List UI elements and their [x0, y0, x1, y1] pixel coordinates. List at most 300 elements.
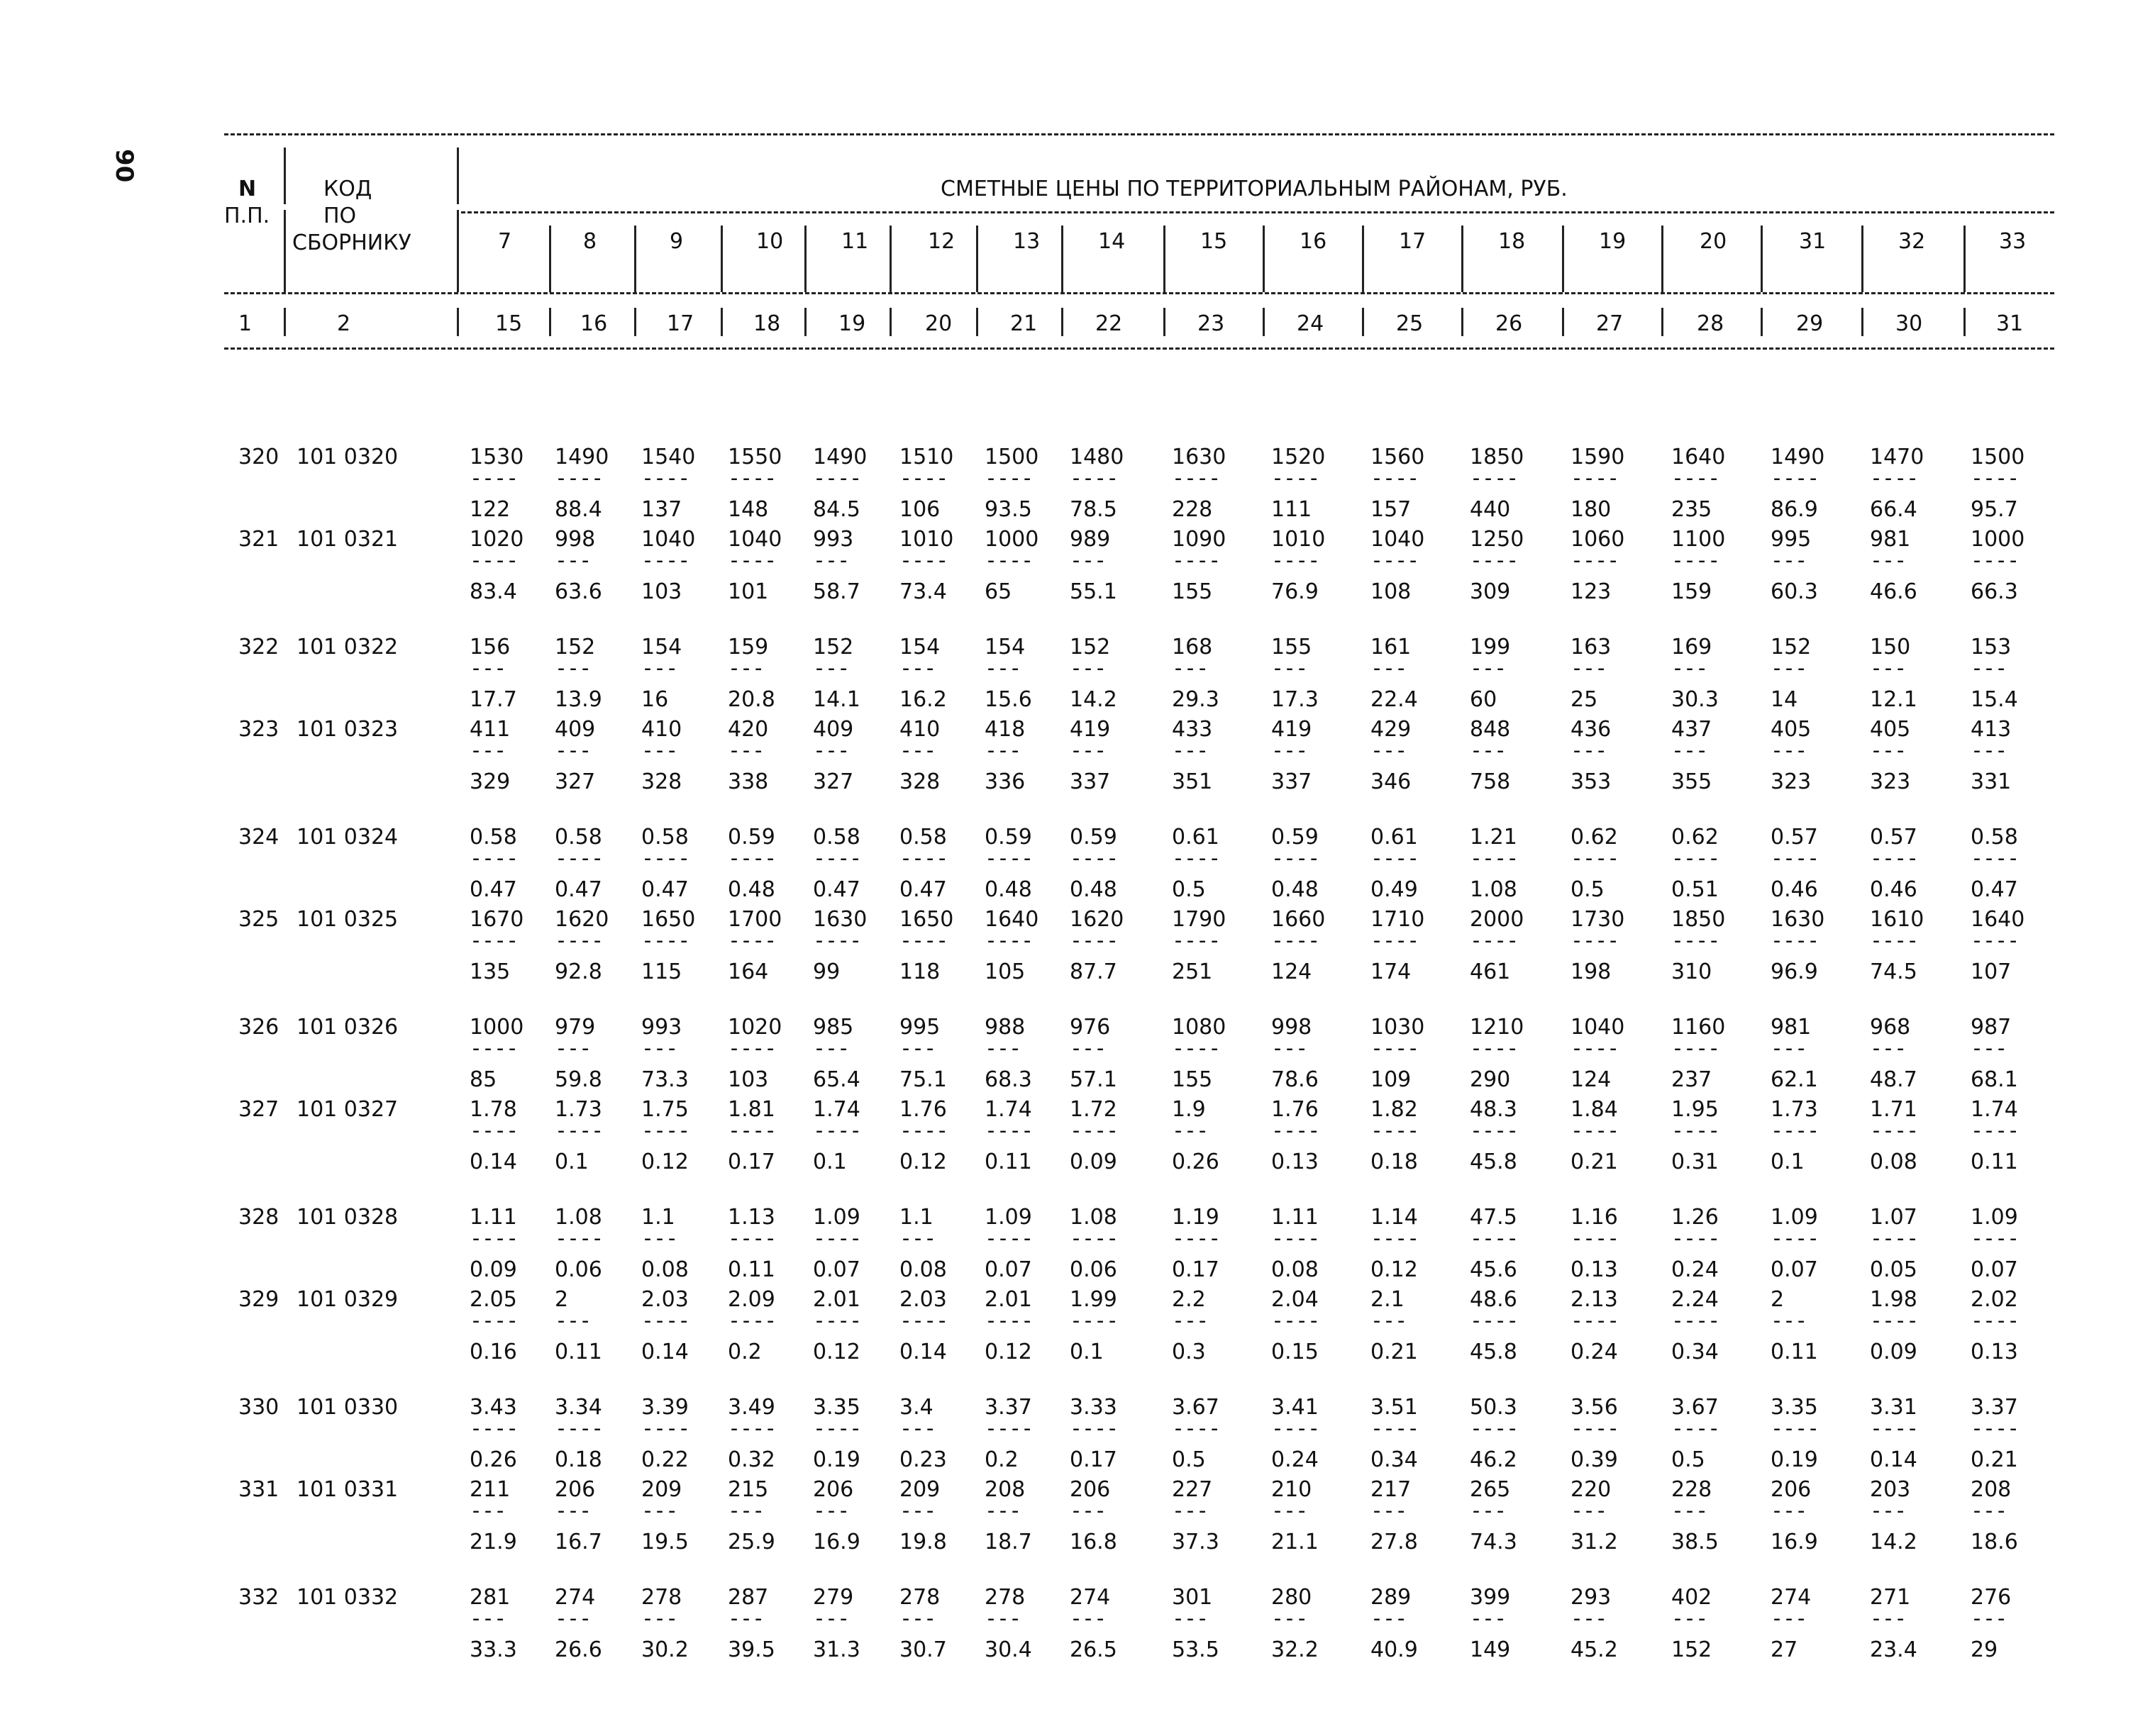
cell-top-value: 410: [899, 717, 941, 742]
fraction-bar: ---: [728, 1606, 765, 1631]
fraction-bar: ----: [1172, 548, 1221, 573]
cell-top-value: 293: [1570, 1585, 1612, 1610]
cell-bottom-value: 118: [899, 959, 941, 984]
header-vsep: [721, 308, 723, 336]
fraction-bar: ----: [985, 1118, 1034, 1143]
cell-bottom-value: 103: [641, 579, 682, 604]
fraction-bar: ---: [813, 548, 850, 573]
column-number: 31: [1996, 311, 2024, 336]
cell-top-value: 2.13: [1570, 1287, 1618, 1312]
cell-bottom-value: 65: [985, 579, 1012, 604]
header-vsep: [457, 148, 459, 204]
column-number: 29: [1796, 311, 1824, 336]
cell-bottom-value: 0.31: [1671, 1150, 1719, 1174]
cell-top-value: 3.4: [899, 1395, 934, 1420]
fraction-bar: ----: [1570, 1226, 1619, 1251]
fraction-bar: ---: [899, 738, 936, 763]
district-number: 31: [1799, 229, 1827, 254]
cell-bottom-value: 15.4: [1971, 687, 2018, 712]
cell-top-value: 3.33: [1070, 1395, 1117, 1420]
fraction-bar: ----: [1271, 466, 1320, 491]
fraction-bar: ----: [1470, 548, 1519, 573]
cell-top-value: 1030: [1370, 1015, 1425, 1040]
fraction-bar: ----: [1671, 548, 1720, 573]
header-vsep: [804, 308, 807, 336]
cell-top-value: 1.71: [1870, 1097, 1917, 1122]
header-vsep: [1562, 308, 1564, 336]
district-number: 9: [670, 229, 684, 254]
fraction-bar: ----: [1870, 466, 1919, 491]
fraction-bar: ----: [1870, 846, 1919, 871]
fraction-bar: ----: [899, 1308, 948, 1333]
cell-top-value: 206: [1771, 1477, 1812, 1502]
fraction-bar: ----: [1370, 1118, 1419, 1143]
cell-top-value: 289: [1370, 1585, 1412, 1610]
price-title: СМЕТНЫЕ ЦЕНЫ ПО ТЕРРИТОРИАЛЬНЫМ РАЙОНАМ, РУБ.: [941, 177, 1568, 201]
cell-top-value: 1.08: [555, 1205, 602, 1230]
row-number: 322: [238, 635, 279, 660]
fraction-bar: ---: [1870, 1036, 1907, 1061]
fraction-bar: ----: [899, 928, 948, 953]
fraction-bar: ---: [1971, 1498, 2007, 1523]
cell-top-value: 1.21: [1470, 825, 1517, 850]
cell-bottom-value: 45.6: [1470, 1257, 1517, 1282]
fraction-bar: ---: [728, 1498, 765, 1523]
fraction-bar: ---: [1771, 1308, 1807, 1333]
cell-top-value: 981: [1771, 1015, 1812, 1040]
code-label-sub2: СБОРНИКУ: [292, 230, 411, 255]
cell-bottom-value: 53.5: [1172, 1637, 1219, 1662]
cell-bottom-value: 16.9: [813, 1530, 860, 1554]
cell-top-value: 50.3: [1470, 1395, 1517, 1420]
cell-bottom-value: 323: [1870, 769, 1911, 794]
cell-bottom-value: 33.3: [470, 1637, 517, 1662]
cell-bottom-value: 0.3: [1172, 1340, 1206, 1364]
fraction-bar: ---: [1771, 738, 1807, 763]
cell-bottom-value: 0.09: [1070, 1150, 1117, 1174]
fraction-bar: ----: [1070, 1226, 1119, 1251]
cell-top-value: 1490: [1771, 445, 1825, 469]
cell-top-value: 0.62: [1570, 825, 1618, 850]
cell-bottom-value: 59.8: [555, 1067, 602, 1092]
fraction-bar: ----: [728, 1118, 777, 1143]
fraction-bar: ---: [1370, 1308, 1407, 1333]
col-num-code: 2: [337, 311, 351, 336]
row-number: 330: [238, 1395, 279, 1420]
cell-top-value: 1.16: [1570, 1205, 1618, 1230]
fraction-bar: ----: [1172, 1416, 1221, 1441]
cell-top-value: 2.05: [470, 1287, 517, 1312]
cell-top-value: 1640: [1671, 445, 1726, 469]
cell-top-value: 48.3: [1470, 1097, 1517, 1122]
cell-bottom-value: 0.06: [1070, 1257, 1117, 1282]
cell-top-value: 0.58: [470, 825, 517, 850]
cell-bottom-value: 30.7: [899, 1637, 947, 1662]
cell-top-value: 154: [899, 635, 941, 660]
cell-bottom-value: 48.7: [1870, 1067, 1917, 1092]
cell-top-value: 418: [985, 717, 1026, 742]
fraction-bar: ----: [1570, 548, 1619, 573]
cell-bottom-value: 31.2: [1570, 1530, 1618, 1554]
cell-bottom-value: 15.6: [985, 687, 1032, 712]
cell-top-value: 1490: [813, 445, 868, 469]
cell-bottom-value: 159: [1671, 579, 1712, 604]
header-rule-title: [461, 211, 2054, 213]
fraction-bar: ----: [1570, 1118, 1619, 1143]
district-number: 32: [1898, 229, 1926, 254]
cell-bottom-value: 55.1: [1070, 579, 1117, 604]
cell-bottom-value: 148: [728, 497, 769, 522]
fraction-bar: ---: [1271, 1498, 1308, 1523]
fraction-bar: ----: [470, 846, 519, 871]
cell-bottom-value: 0.13: [1271, 1150, 1319, 1174]
fraction-bar: ----: [641, 928, 690, 953]
fraction-bar: ----: [1370, 1036, 1419, 1061]
fraction-bar: ---: [899, 1036, 936, 1061]
cell-bottom-value: 78.5: [1070, 497, 1117, 522]
cell-top-value: 3.39: [641, 1395, 689, 1420]
fraction-bar: ---: [555, 1036, 592, 1061]
cell-bottom-value: 66.4: [1870, 497, 1917, 522]
cell-bottom-value: 0.18: [555, 1447, 602, 1472]
fraction-bar: ---: [985, 1498, 1021, 1523]
cell-top-value: 161: [1370, 635, 1412, 660]
cell-top-value: 1.11: [470, 1205, 517, 1230]
cell-bottom-value: 17.7: [470, 687, 517, 712]
fraction-bar: ----: [470, 466, 519, 491]
cell-top-value: 1.09: [813, 1205, 860, 1230]
header-vsep: [1661, 226, 1663, 292]
cell-bottom-value: 111: [1271, 497, 1312, 522]
row-number: 323: [238, 717, 279, 742]
cell-bottom-value: 323: [1771, 769, 1812, 794]
cell-bottom-value: 0.2: [728, 1340, 762, 1364]
cell-top-value: 278: [899, 1585, 941, 1610]
cell-bottom-value: 122: [470, 497, 511, 522]
cell-top-value: 987: [1971, 1015, 2012, 1040]
cell-top-value: 280: [1271, 1585, 1312, 1610]
cell-top-value: 48.6: [1470, 1287, 1517, 1312]
header-vsep: [1263, 226, 1265, 292]
fraction-bar: ----: [1771, 1416, 1819, 1441]
cell-top-value: 1020: [470, 527, 524, 552]
cell-top-value: 154: [641, 635, 682, 660]
n-label: N: [238, 177, 257, 201]
cell-bottom-value: 30.3: [1671, 687, 1719, 712]
cell-bottom-value: 0.11: [555, 1340, 602, 1364]
cell-bottom-value: 123: [1570, 579, 1612, 604]
header-vsep: [634, 308, 636, 336]
fraction-bar: ---: [1271, 656, 1308, 681]
header-vsep: [1163, 226, 1165, 292]
cell-bottom-value: 0.21: [1570, 1150, 1618, 1174]
cell-top-value: 1250: [1470, 527, 1524, 552]
fraction-bar: ----: [555, 928, 604, 953]
fraction-bar: ----: [728, 846, 777, 871]
cell-bottom-value: 251: [1172, 959, 1213, 984]
cell-bottom-value: 16.8: [1070, 1530, 1117, 1554]
cell-bottom-value: 12.1: [1870, 687, 1917, 712]
cell-top-value: 0.61: [1370, 825, 1418, 850]
cell-bottom-value: 58.7: [813, 579, 860, 604]
district-number: 20: [1700, 229, 1727, 254]
district-number: 33: [1999, 229, 2027, 254]
cell-bottom-value: 73.3: [641, 1067, 689, 1092]
header-vsep: [976, 308, 978, 336]
column-number: 24: [1297, 311, 1324, 336]
fraction-bar: ----: [1870, 928, 1919, 953]
cell-top-value: 271: [1870, 1585, 1911, 1610]
fraction-bar: ----: [1971, 1308, 2020, 1333]
cell-bottom-value: 228: [1172, 497, 1213, 522]
cell-bottom-value: 0.47: [470, 877, 517, 902]
fraction-bar: ----: [1172, 1226, 1221, 1251]
cell-top-value: 1630: [1172, 445, 1226, 469]
fraction-bar: ----: [1370, 846, 1419, 871]
fraction-bar: ----: [1470, 466, 1519, 491]
cell-bottom-value: 0.46: [1870, 877, 1917, 902]
cell-bottom-value: 290: [1470, 1067, 1511, 1092]
header-vsep: [549, 308, 551, 336]
fraction-bar: ----: [470, 548, 519, 573]
fraction-bar: ----: [1172, 466, 1221, 491]
cell-bottom-value: 0.12: [1370, 1257, 1418, 1282]
fraction-bar: ----: [1070, 1308, 1119, 1333]
fraction-bar: ---: [1271, 738, 1308, 763]
cell-top-value: 2.09: [728, 1287, 775, 1312]
cell-bottom-value: 68.3: [985, 1067, 1032, 1092]
cell-top-value: 1.75: [641, 1097, 689, 1122]
cell-top-value: 413: [1971, 717, 2012, 742]
cell-top-value: 2000: [1470, 907, 1524, 932]
cell-bottom-value: 124: [1570, 1067, 1612, 1092]
cell-bottom-value: 21.9: [470, 1530, 517, 1554]
fraction-bar: ---: [813, 1036, 850, 1061]
district-number: 18: [1498, 229, 1526, 254]
cell-bottom-value: 0.14: [1870, 1447, 1917, 1472]
district-number: 8: [583, 229, 597, 254]
cell-top-value: 1.19: [1172, 1205, 1219, 1230]
cell-bottom-value: 18.6: [1971, 1530, 2018, 1554]
fraction-bar: ---: [985, 1606, 1021, 1631]
cell-top-value: 2.04: [1271, 1287, 1319, 1312]
cell-top-value: 3.67: [1172, 1395, 1219, 1420]
cell-top-value: 215: [728, 1477, 769, 1502]
cell-top-value: 1850: [1470, 445, 1524, 469]
fraction-bar: ---: [1771, 656, 1807, 681]
cell-bottom-value: 0.26: [470, 1447, 517, 1472]
fraction-bar: ----: [1172, 1036, 1221, 1061]
cell-top-value: 1160: [1671, 1015, 1726, 1040]
cell-top-value: 2.03: [899, 1287, 947, 1312]
cell-top-value: 1520: [1271, 445, 1326, 469]
fraction-bar: ---: [1870, 548, 1907, 573]
cell-top-value: 274: [555, 1585, 596, 1610]
cell-top-value: 1470: [1870, 445, 1924, 469]
cell-top-value: 436: [1570, 717, 1612, 742]
fraction-bar: ---: [1971, 738, 2007, 763]
fraction-bar: ---: [813, 1606, 850, 1631]
fraction-bar: ----: [641, 466, 690, 491]
district-number: 13: [1013, 229, 1041, 254]
fraction-bar: ---: [813, 1498, 850, 1523]
cell-bottom-value: 26.6: [555, 1637, 602, 1662]
cell-bottom-value: 86.9: [1771, 497, 1818, 522]
header-rule-bottom: [224, 347, 2054, 350]
fraction-bar: ---: [1370, 738, 1407, 763]
fraction-bar: ----: [1971, 466, 2020, 491]
row-number: 329: [238, 1287, 279, 1312]
fraction-bar: ---: [1070, 656, 1107, 681]
cell-top-value: 399: [1470, 1585, 1511, 1610]
header-vsep: [890, 226, 892, 292]
cell-bottom-value: 0.26: [1172, 1150, 1219, 1174]
cell-top-value: 402: [1671, 1585, 1712, 1610]
cell-bottom-value: 0.48: [728, 877, 775, 902]
fraction-bar: ----: [1971, 1118, 2020, 1143]
fraction-bar: ----: [641, 1118, 690, 1143]
cell-bottom-value: 180: [1570, 497, 1612, 522]
cell-top-value: 274: [1070, 1585, 1111, 1610]
cell-top-value: 3.67: [1671, 1395, 1719, 1420]
district-number: 17: [1399, 229, 1426, 254]
fraction-bar: ----: [985, 1226, 1034, 1251]
cell-bottom-value: 99: [813, 959, 841, 984]
cell-top-value: 0.57: [1870, 825, 1917, 850]
cell-top-value: 0.57: [1771, 825, 1818, 850]
cell-top-value: 278: [641, 1585, 682, 1610]
cell-top-value: 1500: [985, 445, 1039, 469]
cell-top-value: 1560: [1370, 445, 1425, 469]
fraction-bar: ---: [1370, 656, 1407, 681]
cell-bottom-value: 60: [1470, 687, 1497, 712]
cell-bottom-value: 106: [899, 497, 941, 522]
cell-bottom-value: 40.9: [1370, 1637, 1418, 1662]
cell-top-value: 998: [555, 527, 596, 552]
cell-bottom-value: 1.08: [1470, 877, 1517, 902]
cell-top-value: 3.56: [1570, 1395, 1618, 1420]
cell-top-value: 1010: [899, 527, 954, 552]
cell-bottom-value: 0.13: [1971, 1340, 2018, 1364]
fraction-bar: ----: [1370, 1226, 1419, 1251]
cell-top-value: 1.09: [1971, 1205, 2018, 1230]
cell-bottom-value: 108: [1370, 579, 1412, 604]
cell-top-value: 2.01: [985, 1287, 1032, 1312]
cell-bottom-value: 135: [470, 959, 511, 984]
cell-bottom-value: 115: [641, 959, 682, 984]
fraction-bar: ---: [899, 656, 936, 681]
fraction-bar: ---: [1671, 656, 1708, 681]
cell-bottom-value: 74.5: [1870, 959, 1917, 984]
fraction-bar: ----: [470, 1036, 519, 1061]
cell-top-value: 220: [1570, 1477, 1612, 1502]
cell-bottom-value: 0.13: [1570, 1257, 1618, 1282]
fraction-bar: ---: [1771, 1498, 1807, 1523]
fraction-bar: ---: [1172, 1498, 1209, 1523]
row-number: 327: [238, 1097, 279, 1122]
column-number: 28: [1697, 311, 1724, 336]
row-code: 101 0321: [297, 527, 399, 552]
cell-top-value: 1590: [1570, 445, 1625, 469]
cell-bottom-value: 18.7: [985, 1530, 1032, 1554]
fraction-bar: ---: [1671, 738, 1708, 763]
row-number: 320: [238, 445, 279, 469]
fraction-bar: ----: [1070, 1416, 1119, 1441]
cell-top-value: 1010: [1271, 527, 1326, 552]
fraction-bar: ---: [641, 738, 678, 763]
cell-top-value: 211: [470, 1477, 511, 1502]
cell-top-value: 1790: [1172, 907, 1226, 932]
cell-bottom-value: 0.48: [1070, 877, 1117, 902]
fraction-bar: ---: [1470, 656, 1507, 681]
fraction-bar: ---: [1870, 656, 1907, 681]
cell-top-value: 152: [555, 635, 596, 660]
header-vsep: [890, 308, 892, 336]
cell-bottom-value: 0.23: [899, 1447, 947, 1472]
cell-bottom-value: 0.48: [1271, 877, 1319, 902]
fraction-bar: ----: [1971, 1226, 2020, 1251]
cell-top-value: 1490: [555, 445, 609, 469]
cell-bottom-value: 0.1: [1771, 1150, 1805, 1174]
fraction-bar: ----: [1271, 1308, 1320, 1333]
cell-bottom-value: 137: [641, 497, 682, 522]
cell-bottom-value: 0.22: [641, 1447, 689, 1472]
row-code: 101 0330: [297, 1395, 399, 1420]
cell-bottom-value: 355: [1671, 769, 1712, 794]
cell-top-value: 1.82: [1370, 1097, 1418, 1122]
cell-bottom-value: 46.6: [1870, 579, 1917, 604]
district-number: 16: [1300, 229, 1327, 254]
fraction-bar: ---: [1172, 1308, 1209, 1333]
row-code: 101 0327: [297, 1097, 399, 1122]
cell-top-value: 1.73: [555, 1097, 602, 1122]
fraction-bar: ----: [1070, 1118, 1119, 1143]
fraction-bar: ---: [1070, 1498, 1107, 1523]
cell-bottom-value: 16.9: [1771, 1530, 1818, 1554]
header-vsep: [1562, 226, 1564, 292]
cell-top-value: 1510: [899, 445, 954, 469]
cell-top-value: 429: [1370, 717, 1412, 742]
cell-bottom-value: 45.8: [1470, 1150, 1517, 1174]
cell-bottom-value: 0.1: [555, 1150, 589, 1174]
cell-bottom-value: 109: [1370, 1067, 1412, 1092]
cell-top-value: 1.74: [985, 1097, 1032, 1122]
cell-top-value: 419: [1070, 717, 1111, 742]
column-number: 18: [753, 311, 781, 336]
fraction-bar: ----: [1271, 928, 1320, 953]
fraction-bar: ----: [555, 1226, 604, 1251]
cell-top-value: 1540: [641, 445, 696, 469]
cell-top-value: 419: [1271, 717, 1312, 742]
cell-top-value: 1530: [470, 445, 524, 469]
cell-top-value: 0.58: [555, 825, 602, 850]
cell-bottom-value: 29: [1971, 1637, 1998, 1662]
fraction-bar: ---: [641, 1036, 678, 1061]
fraction-bar: ---: [1370, 1606, 1407, 1631]
fraction-bar: ----: [813, 466, 862, 491]
cell-bottom-value: 31.3: [813, 1637, 860, 1662]
cell-top-value: 228: [1671, 1477, 1712, 1502]
cell-top-value: 0.59: [1271, 825, 1319, 850]
fraction-bar: ----: [641, 548, 690, 573]
fraction-bar: ----: [1570, 1308, 1619, 1333]
cell-top-value: 209: [641, 1477, 682, 1502]
cell-top-value: 153: [1971, 635, 2012, 660]
fraction-bar: ----: [985, 1308, 1034, 1333]
cell-top-value: 420: [728, 717, 769, 742]
cell-top-value: 433: [1172, 717, 1213, 742]
cell-top-value: 47.5: [1470, 1205, 1517, 1230]
